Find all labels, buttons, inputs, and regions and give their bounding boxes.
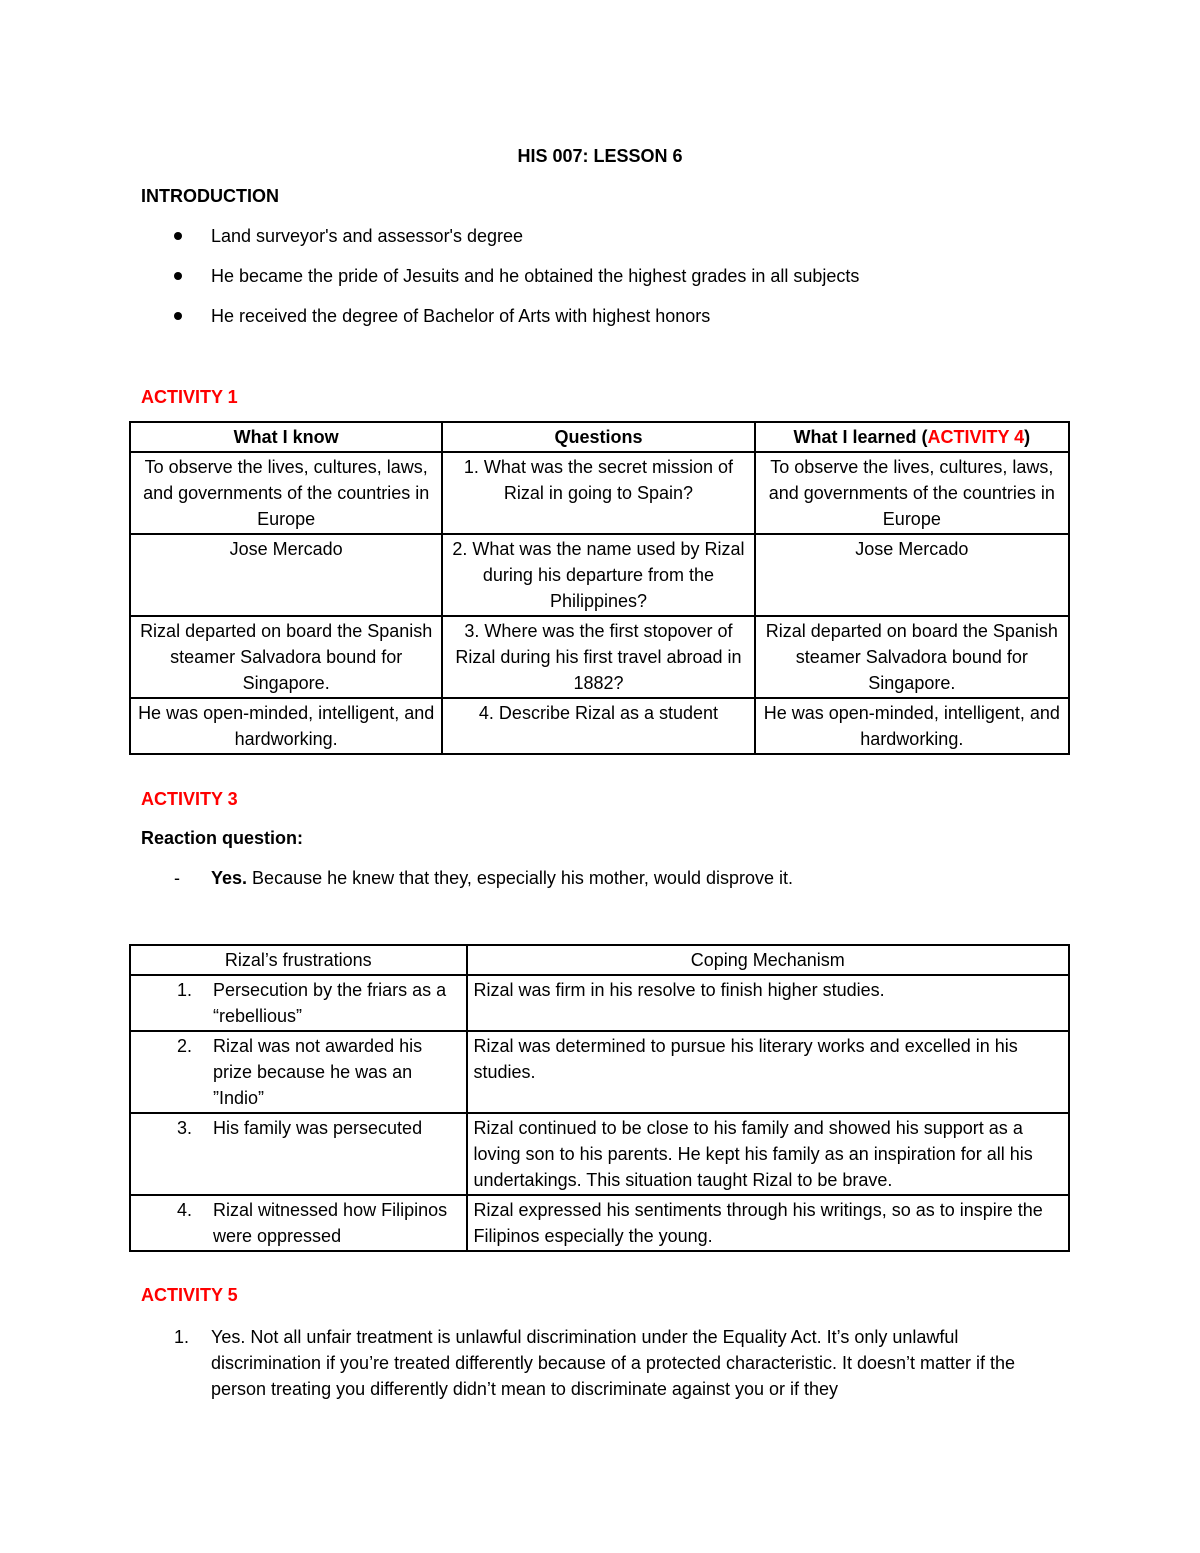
cell-learned: Rizal departed on board the Spanish steamer Salvadora bound for Singapore.: [755, 616, 1069, 698]
header-coping: Coping Mechanism: [467, 945, 1069, 975]
list-item: [141, 1324, 1061, 1402]
row-number: 3.: [177, 1118, 193, 1138]
introduction-bullet-list: [141, 224, 859, 344]
cell-know: Rizal departed on board the Spanish steamer Salvadora bound for Singapore.: [130, 616, 442, 698]
activity1-heading: ACTIVITY 1: [141, 387, 238, 407]
row-number: 2.: [177, 1036, 193, 1056]
cell-coping: Rizal expressed his sentiments through his writings, so as to inspire the Filipinos especially the young.: [467, 1195, 1069, 1251]
table-row: [130, 534, 1069, 616]
bullet-icon: [174, 232, 182, 240]
table-row: [130, 1031, 1069, 1113]
bullet-icon: [174, 272, 182, 280]
list-item: [141, 304, 859, 344]
cell-learned: He was open-minded, intelligent, and hardworking.: [755, 698, 1069, 754]
table-row: [130, 616, 1069, 698]
item-text: Yes. Not all unfair treatment is unlawful discrimination under the Equality Act. It’s only unlawful discrimination if you’re treated differently because of a protected characteristic. It doesn’t matter if the person treating you differently didn’t mean to discriminate against you or if they: [211, 1327, 1016, 1399]
introduction-heading: INTRODUCTION: [141, 186, 279, 206]
row-number: 4.: [177, 1200, 193, 1220]
bullet-text: Land surveyor's and assessor's degree: [211, 226, 524, 246]
activity1-table: [129, 421, 1070, 755]
table-row: [130, 975, 1069, 1031]
cell-know: To observe the lives, cultures, laws, and governments of the countries in Europe: [130, 452, 442, 534]
cell-frustration: 3. His family was persecuted: [130, 1113, 467, 1195]
cell-question: 3. Where was the first stopover of Rizal during his first travel abroad in 1882?: [442, 616, 754, 698]
header-what-i-learned: What I learned (ACTIVITY 4): [755, 422, 1069, 452]
table-row: [130, 1113, 1069, 1195]
cell-frustration: 1. Persecution by the friars as a “rebellious”: [130, 975, 467, 1031]
table-header-row: [130, 945, 1069, 975]
reaction-answer-text: Because he knew that they, especially his mother, would disprove it.: [247, 868, 794, 888]
cell-coping: Rizal was firm in his resolve to finish higher studies.: [467, 975, 1069, 1031]
cell-coping: Rizal was determined to pursue his literary works and excelled in his studies.: [467, 1031, 1069, 1113]
activity3-heading: ACTIVITY 3: [141, 789, 238, 809]
table-row: [130, 452, 1069, 534]
table-row: [130, 698, 1069, 754]
activity4-highlight: ACTIVITY 4: [927, 427, 1025, 447]
cell-frustration: 2. Rizal was not awarded his prize because he was an ”Indio”: [130, 1031, 467, 1113]
cell-question: 4. Describe Rizal as a student: [442, 698, 754, 754]
cell-learned: To observe the lives, cultures, laws, and governments of the countries in Europe: [755, 452, 1069, 534]
row-number: 1.: [177, 980, 193, 1000]
table-header-row: [130, 422, 1069, 452]
bullet-icon: [174, 312, 182, 320]
reaction-answer: [141, 868, 793, 889]
list-item: [141, 264, 859, 304]
bullet-text: He received the degree of Bachelor of Arts with highest honors: [211, 306, 711, 326]
cell-question: 1. What was the secret mission of Rizal in going to Spain?: [442, 452, 754, 534]
item-number: 1.: [174, 1327, 190, 1347]
list-item: [141, 224, 859, 264]
header-what-i-know: What I know: [130, 422, 442, 452]
cell-know: He was open-minded, intelligent, and hardworking.: [130, 698, 442, 754]
activity5-heading: ACTIVITY 5: [141, 1285, 238, 1305]
header-frustrations: Rizal’s frustrations: [130, 945, 467, 975]
table-row: [130, 1195, 1069, 1251]
frustrations-table: [129, 944, 1070, 1252]
cell-coping: Rizal continued to be close to his family and showed his support as a loving son to his parents. He kept his family as an inspiration for all his undertakings. This situation taught Rizal to be brave.: [467, 1113, 1069, 1195]
header-questions: Questions: [442, 422, 754, 452]
reaction-answer-lead: Yes.: [211, 868, 248, 888]
cell-question: 2. What was the name used by Rizal during his departure from the Philippines?: [442, 534, 754, 616]
cell-frustration: 4. Rizal witnessed how Filipinos were oppressed: [130, 1195, 467, 1251]
bullet-text: He became the pride of Jesuits and he obtained the highest grades in all subjects: [211, 266, 860, 286]
page-title: HIS 007: LESSON 6: [517, 146, 683, 166]
cell-learned: Jose Mercado: [755, 534, 1069, 616]
cell-know: Jose Mercado: [130, 534, 442, 616]
activity5-list: [141, 1324, 1061, 1402]
dash-marker: -: [174, 868, 180, 888]
reaction-question-label: Reaction question:: [141, 828, 304, 848]
